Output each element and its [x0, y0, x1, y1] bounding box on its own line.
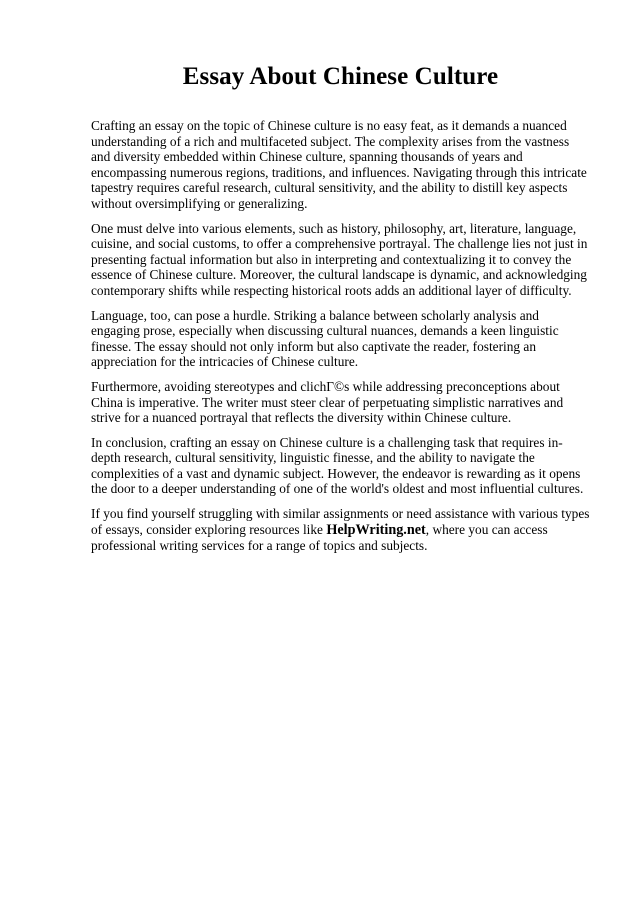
brand-name: HelpWriting.net [326, 521, 426, 538]
paragraph-closing [91, 506, 590, 554]
paragraph-intro: Crafting an essay on the topic of Chinese culture is no easy feat, as it demands a nuanced understanding of a rich and multifaceted subject. The complexity arises from the vastness and diversity embedded within Chinese culture, spanning thousands of years and encompassing numerous regions, traditions, and influences. Navigating through this intricate tapestry requires careful research, cultural sensitivity, and the ability to distill key aspects without oversimplifying or generalizing. [91, 118, 587, 211]
closing-text-before: If you find yourself struggling with similar assignments or need assistance with various types of essays, consider exploring resources like [91, 506, 590, 537]
paragraph-language: Language, too, can pose a hurdle. Striking a balance between scholarly analysis and engaging prose, especially when discussing cultural nuances, demands a keen linguistic finesse. The essay should not only inform but also captivate the reader, fostering an appreciation for the intricacies of Chinese culture. [91, 307, 559, 370]
paragraph-elements: One must delve into various elements, such as history, philosophy, art, literature, language, cuisine, and social customs, to offer a comprehensive portrayal. The challenge lies not just in presenting factual information but also in interpreting and contextualizing it to convey the essence of Chinese culture. Moreover, the cultural landscape is dynamic, and acknowledging contemporary shifts while respecting historical roots adds an additional layer of difficulty. [91, 220, 588, 298]
document-title: Essay About Chinese Culture [182, 63, 499, 90]
paragraph-stereotypes: Furthermore, avoiding stereotypes and clichГ©s while addressing preconceptions about China is imperative. The writer must steer clear of perpetuating simplistic narratives and strive for a nuanced portrayal that reflects the diversity within Chinese culture. [91, 378, 564, 426]
closing-text-after: , where you can access professional writing services for a range of topics and subjects. [91, 521, 548, 554]
paragraph-conclusion: In conclusion, crafting an essay on Chinese culture is a challenging task that requires in-depth research, cultural sensitivity, linguistic finesse, and the ability to navigate the complexities of a vast and dynamic subject. However, the endeavor is rewarding as it opens the door to a deeper understanding of one of the world's oldest and most influential cultures. [91, 434, 584, 497]
